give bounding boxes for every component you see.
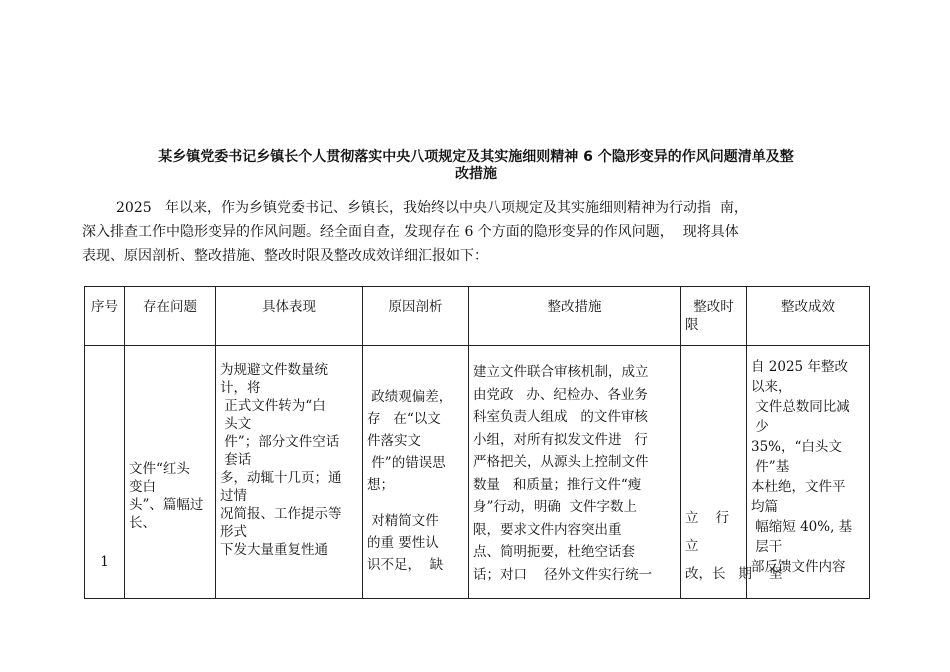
intro-paragraph bbox=[82, 196, 872, 268]
rectification-table bbox=[84, 286, 870, 599]
effect-line: 幅缩短 40%, 基 bbox=[751, 519, 853, 535]
table-row bbox=[85, 346, 870, 599]
performance-line: 计，将 bbox=[220, 380, 261, 396]
performance-line: 件”；部分文件空话 bbox=[220, 434, 340, 450]
effect-line: 均篇 bbox=[751, 499, 778, 515]
intro-line-1: 2025 年以来，作为乡镇党委书记、乡镇长，我始终以中央八项规定及其实施细则精神为行动指 南， bbox=[116, 200, 748, 216]
intro-line-2: 深入排查工作中隐形变异的作风问题。经全面自查，发现存在 6 个方面的隐形变异的作风问题， 现将具体 bbox=[82, 224, 739, 240]
cause-line: 件落实文 bbox=[367, 433, 421, 449]
measures-line: 话；对口 径外文件实行统一 bbox=[473, 566, 653, 583]
measures-line: 小组，对所有拟发文件进 行 bbox=[473, 431, 648, 448]
measures-line: 身”行动，明确 文件字数上 bbox=[473, 499, 637, 515]
performance-line: 多，动辄十几页；通 bbox=[220, 470, 342, 486]
measures-line: 严格把关，从源头上控制文件 bbox=[473, 454, 649, 470]
row1-seq: 1 bbox=[85, 346, 125, 599]
intro-line-3: 表现、原因剖析、整改措施、整改时限及整改成效详细汇报如下： bbox=[82, 248, 488, 264]
cause-line: 识不足， 缺 bbox=[367, 556, 444, 573]
header-seq: 序号 bbox=[85, 287, 125, 346]
deadline-line: 立 行 bbox=[685, 510, 730, 526]
performance-line: 正式文件转为“白 bbox=[220, 398, 326, 414]
measures-line: 由党政 办、纪检办、各业务 bbox=[473, 386, 648, 403]
effect-line: 件”基 bbox=[751, 459, 790, 475]
header-deadline: 整改时 限 bbox=[681, 287, 747, 346]
deadline-line: 立 bbox=[685, 538, 699, 554]
effect-line: 35%，“白头文 bbox=[751, 439, 842, 455]
performance-line: 况简报、工作提示等 bbox=[220, 506, 342, 522]
issue-line: 变白 bbox=[129, 479, 156, 495]
issue-line: 文件“红头 bbox=[129, 461, 190, 477]
cause-line: 对精简文件 bbox=[367, 512, 439, 529]
performance-line: 为规避文件数量统 bbox=[220, 362, 328, 378]
effect-line: 少 bbox=[751, 419, 769, 435]
cause-line: 件”的错误思 bbox=[367, 455, 446, 471]
measures-line: 限，要求文件内容突出重 bbox=[473, 521, 622, 538]
performance-line: 形式 bbox=[220, 524, 247, 540]
row1-effect bbox=[747, 346, 870, 599]
measures-line: 建立文件联合审核机制，成立 bbox=[473, 364, 649, 380]
header-cause: 原因剖析 bbox=[363, 287, 469, 346]
row1-issue bbox=[125, 346, 216, 599]
cause-line: 政绩观偏差， bbox=[367, 389, 453, 405]
effect-line: 文件总数同比减 bbox=[751, 399, 850, 415]
header-measures: 整改措施 bbox=[469, 287, 681, 346]
effect-line: 部反馈文件内容 bbox=[751, 559, 846, 575]
effect-line: 本杜绝，文件平 bbox=[751, 479, 846, 495]
performance-line: 过情 bbox=[220, 488, 247, 504]
measures-line: 点、简明扼要，杜绝空话套 bbox=[473, 544, 635, 560]
measures-line: 数量 和质量；推行文件“瘦 bbox=[473, 476, 642, 493]
effect-line: 层干 bbox=[751, 539, 783, 555]
table-header-row bbox=[85, 287, 870, 346]
measures-line: 科室负责人组成 的文件审核 bbox=[473, 409, 648, 425]
effect-line: 自 2025 年整改 bbox=[751, 359, 848, 375]
header-performance: 具体表现 bbox=[216, 287, 363, 346]
issue-line: 长、 bbox=[129, 515, 156, 531]
deadline-line: 改，长 期 坚 bbox=[685, 566, 783, 582]
performance-line: 套话 bbox=[220, 452, 252, 468]
header-effect: 整改成效 bbox=[747, 287, 870, 346]
row1-measures bbox=[469, 346, 681, 599]
title-line-2: 改措施 bbox=[455, 166, 497, 182]
performance-line: 头文 bbox=[220, 416, 252, 432]
document-title bbox=[92, 149, 860, 183]
issue-line: 头”、篇幅过 bbox=[129, 497, 204, 513]
cause-line bbox=[367, 496, 464, 510]
header-issue: 存在问题 bbox=[125, 287, 216, 346]
performance-line: 下发大量重复性通 bbox=[220, 542, 328, 558]
cause-line: 的重 要性认 bbox=[367, 534, 439, 551]
title-line-1: 某乡镇党委书记乡镇长个人贯彻落实中央八项规定及其实施细则精神 6 个隐形变异的作风问题清单及整 bbox=[158, 149, 794, 165]
row1-cause bbox=[363, 346, 469, 599]
cause-line: 想； bbox=[367, 477, 394, 493]
cause-line: 存 在“以文 bbox=[367, 411, 441, 427]
row1-performance bbox=[216, 346, 363, 599]
effect-line: 以来， bbox=[751, 379, 792, 395]
